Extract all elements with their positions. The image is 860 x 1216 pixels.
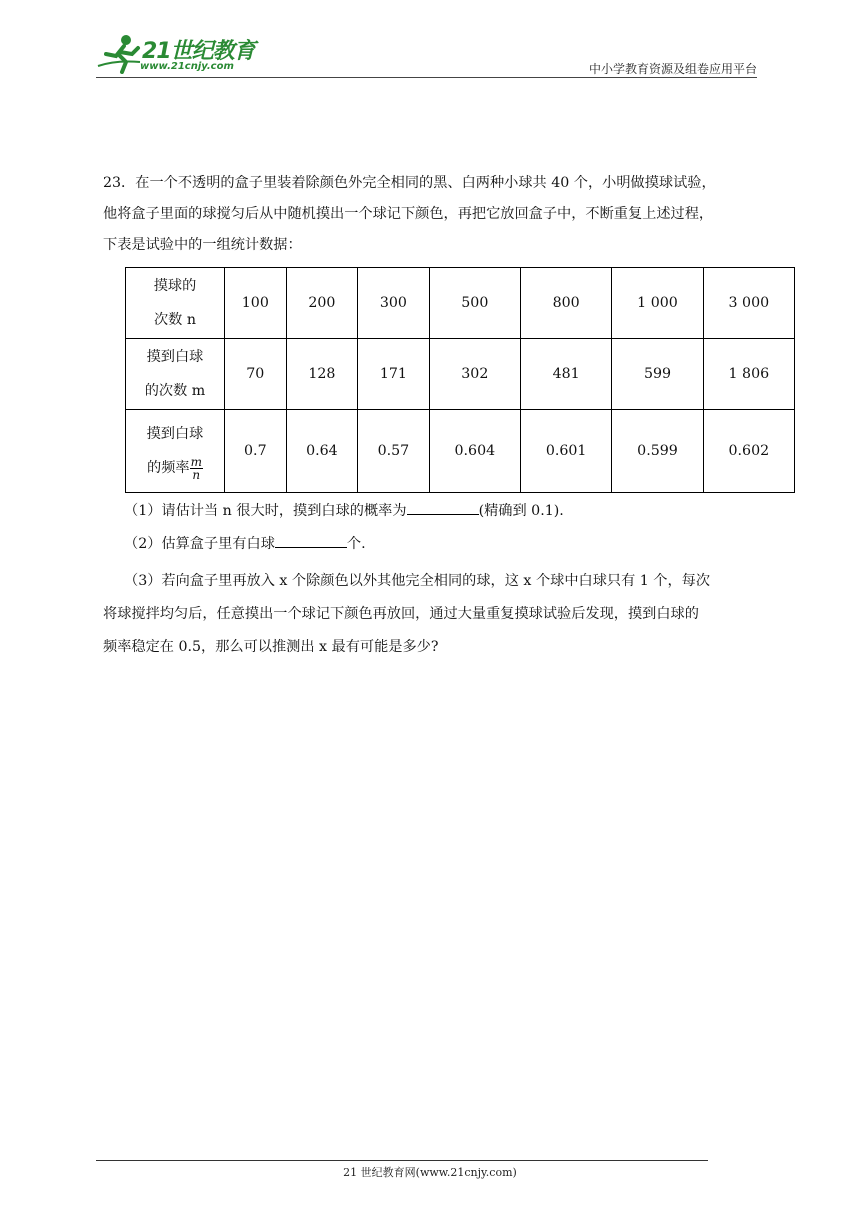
runner-logo-icon (96, 32, 144, 74)
question-stem (103, 168, 763, 261)
sub-question-3 (103, 565, 763, 664)
row-header-m (126, 339, 225, 410)
table-cell: 0.601 (521, 410, 612, 493)
row-header-freq-line1: 摸到白球 (146, 426, 204, 442)
question-line-2: 他将盒子里面的球搅匀后从中随机摸出一个球记下颜色，再把它放回盒子中，不断重复上述过程， (103, 206, 714, 222)
answer-blank-1[interactable] (407, 500, 479, 515)
table-cell: 300 (358, 268, 430, 339)
table-row-m (126, 339, 795, 410)
sub-question-1-suffix: (精确到 0.1). (478, 503, 564, 519)
table-cell: 0.64 (286, 410, 358, 493)
statistics-table (125, 267, 795, 493)
fraction-numerator: m (190, 454, 202, 469)
row-header-freq-line2: 的频率 (147, 460, 190, 476)
sub-question-2 (124, 533, 366, 553)
row-header-n-line2: 次数 n (153, 312, 197, 328)
table-cell: 200 (286, 268, 358, 339)
table-cell: 128 (286, 339, 358, 410)
row-header-m-line2: 的次数 m (144, 383, 206, 399)
table-cell: 800 (521, 268, 612, 339)
table-cell: 0.57 (358, 410, 430, 493)
table-cell: 3 000 (703, 268, 794, 339)
sub-question-1-text: （1）请估计当 n 很大时，摸到白球的概率为 (124, 503, 407, 519)
question-text-1: 在一个不透明的盒子里装着除颜色外完全相同的黑、白两种小球共 40 个，小明做摸球试验， (135, 175, 716, 191)
table-cell: 500 (429, 268, 520, 339)
table-row-n (126, 268, 795, 339)
table-cell: 70 (225, 339, 287, 410)
question-number: 23． (103, 175, 136, 191)
table-cell: 302 (429, 339, 520, 410)
table-cell: 0.599 (612, 410, 703, 493)
table-cell: 0.602 (703, 410, 794, 493)
answer-blank-2[interactable] (275, 533, 347, 548)
fraction-m-over-n (190, 456, 203, 481)
sub-question-3-line-3: 频率稳定在 0.5，那么可以推测出 x 最有可能是多少? (103, 639, 439, 655)
sub-question-1 (124, 500, 564, 520)
question-line-3: 下表是试验中的一组统计数据： (103, 237, 302, 253)
page-header (96, 30, 757, 78)
row-header-n-line1: 摸球的 (153, 278, 197, 294)
logo-text: 21世纪教育 (142, 39, 255, 64)
question-line-1 (103, 168, 763, 199)
page-footer[interactable]: 21 世纪教育网(www.21cnjy.com) (343, 1166, 517, 1179)
table-cell: 100 (225, 268, 287, 339)
sub-question-2-suffix: 个. (346, 536, 366, 552)
footer-divider (96, 1160, 708, 1161)
sub-question-3-line-1: （3）若向盒子里再放入 x 个除颜色以外其他完全相同的球，这 x 个球中白球只有 1 个，每次 (124, 573, 711, 589)
table-row-frequency (126, 410, 795, 493)
sub-question-3-line-2: 将球搅拌均匀后，任意摸出一个球记下颜色再放回，通过大量重复摸球试验后发现，摸到白球的 (103, 606, 699, 622)
table-cell: 599 (612, 339, 703, 410)
table-cell: 171 (358, 339, 430, 410)
row-header-m-line1: 摸到白球 (146, 349, 204, 365)
sub-question-2-text: （2）估算盒子里有白球 (124, 536, 275, 552)
logo-url: www.21cnjy.com (140, 61, 234, 72)
table-cell: 0.604 (429, 410, 520, 493)
header-platform-title: 中小学教育资源及组卷应用平台 (588, 62, 757, 76)
fraction-denominator: n (192, 467, 201, 482)
site-logo[interactable] (96, 30, 266, 76)
table-cell: 481 (521, 339, 612, 410)
table-cell: 0.7 (225, 410, 287, 493)
table-cell: 1 806 (703, 339, 794, 410)
table-cell: 1 000 (612, 268, 703, 339)
row-header-n (126, 268, 225, 339)
header-divider (96, 77, 757, 78)
row-header-frequency (126, 410, 225, 493)
